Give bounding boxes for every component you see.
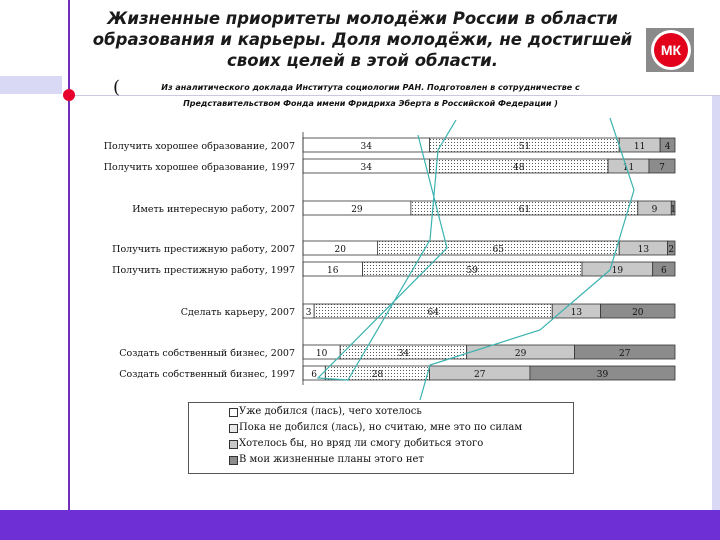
- bar-value-label: 61: [518, 205, 531, 215]
- bar-value-label: 13: [570, 308, 583, 318]
- bar-value-label: 29: [351, 205, 363, 215]
- bar-value-label: 16: [327, 266, 339, 276]
- legend-item: [239, 437, 483, 451]
- legend-swatch: [229, 440, 238, 449]
- category-label: Получить престижную работу, 1997: [112, 265, 295, 276]
- bar-value-label: 7: [659, 163, 665, 173]
- bar-value-label: 11: [622, 163, 635, 173]
- legend-swatch: [229, 456, 238, 465]
- slide-subtitle: Из аналитического доклада Института социологии РАН. Подготовлен в сотрудничестве с Представительством Фонда имени Фридриха Эберта в Российской Федерации ): [161, 83, 580, 108]
- legend-label: Хотелось бы, но вряд ли смогу добиться этого: [239, 438, 484, 449]
- category-label: Получить хорошее образование, 1997: [103, 162, 295, 173]
- category-label: Создать собственный бизнес, 2007: [119, 348, 295, 359]
- bar-value-label: 20: [632, 308, 644, 318]
- legend-item: [239, 405, 422, 419]
- bar-value-label: 59: [466, 266, 478, 276]
- bar-value-label: 34: [397, 349, 410, 359]
- chart-legend: [188, 402, 574, 474]
- bar-value-label: 10: [315, 349, 328, 359]
- category-label: Создать собственный бизнес, 1997: [119, 369, 295, 380]
- bar-value-label: 13: [637, 245, 650, 255]
- legend-item: [239, 421, 522, 435]
- bar-value-label: 48: [513, 163, 525, 173]
- legend-item: [239, 453, 424, 467]
- bar-value-label: 27: [473, 370, 486, 380]
- bar-value-label: 6: [660, 266, 667, 276]
- bar-value-label: 27: [619, 349, 631, 359]
- legend-swatch: [229, 408, 238, 417]
- bar-value-label: 2: [668, 245, 675, 255]
- legend-label: В мои жизненные планы этого нет: [239, 454, 424, 465]
- legend-label: Пока не добился (лась), но считаю, мне это по силам: [239, 422, 523, 433]
- bar-value-label: 1: [670, 205, 677, 215]
- bar-value-label: 3: [305, 308, 312, 318]
- bar-value-label: 64: [427, 308, 439, 318]
- bar-value-label: 34: [360, 163, 372, 173]
- bar-value-label: 39: [596, 370, 609, 380]
- bar-value-label: 51: [518, 142, 531, 152]
- bar-value-label: 19: [611, 266, 624, 276]
- bar-value-label: 34: [360, 142, 372, 152]
- category-label: Сделать карьеру, 2007: [180, 307, 295, 318]
- legend-swatch: [229, 424, 238, 433]
- category-label: Получить престижную работу, 2007: [112, 244, 295, 255]
- bars-group: [104, 132, 676, 385]
- legend-label: Уже добился (лась), чего хотелось: [239, 406, 422, 417]
- category-label: Получить хорошее образование, 2007: [103, 141, 295, 152]
- bar-value-label: 11: [633, 142, 646, 152]
- bar-value-label: 29: [514, 349, 527, 359]
- bar-value-label: 65: [492, 245, 505, 255]
- bar-value-label: 9: [651, 205, 658, 215]
- slide-title: Жизненные приоритеты молодёжи России в области образования и карьеры. Доля молодёжи, не достигшей своих целей в этой области.: [92, 9, 633, 70]
- category-label: Иметь интересную работу, 2007: [132, 204, 295, 215]
- bar-value-label: 20: [334, 245, 346, 255]
- bar-value-label: 6: [311, 370, 318, 380]
- bar-value-label: 4: [664, 142, 671, 152]
- bar-value-label: 28: [371, 370, 384, 380]
- logo-text: МК: [654, 33, 688, 67]
- subtitle-paren: (: [113, 77, 121, 98]
